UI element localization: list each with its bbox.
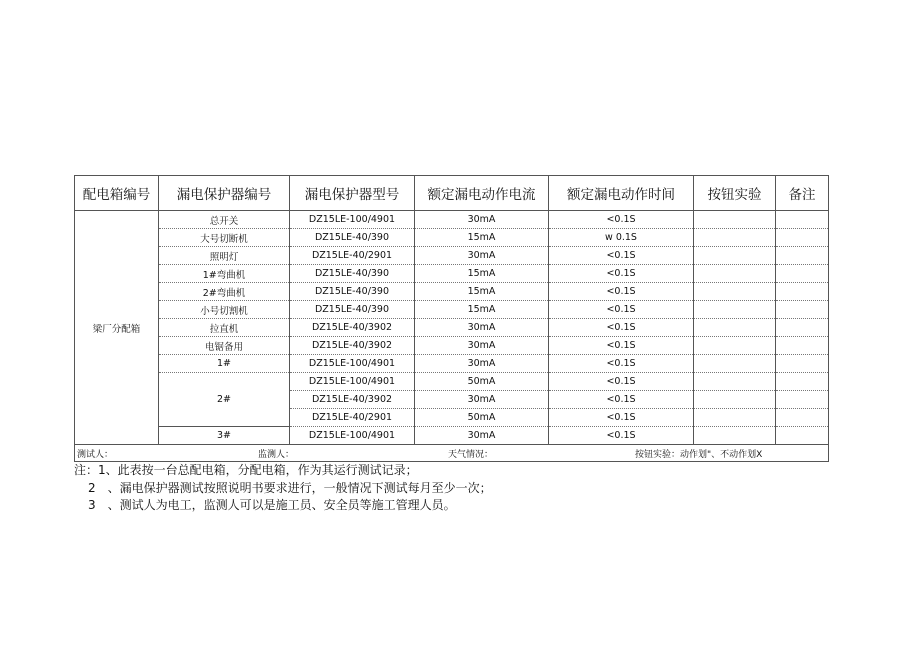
button-test-cell[interactable] bbox=[694, 265, 776, 283]
time-cell: <0.1S bbox=[549, 211, 694, 229]
table-row bbox=[75, 373, 829, 391]
table-row bbox=[75, 265, 829, 283]
time-cell: <0.1S bbox=[549, 373, 694, 391]
button-test-cell[interactable] bbox=[694, 211, 776, 229]
time-cell: <0.1S bbox=[549, 283, 694, 301]
device-cell: 小号切割机 bbox=[159, 301, 290, 319]
table-row bbox=[75, 319, 829, 337]
device-cell: 照明灯 bbox=[159, 247, 290, 265]
signoff-row bbox=[75, 445, 829, 462]
current-cell: 30mA bbox=[415, 211, 549, 229]
current-cell: 15mA bbox=[415, 283, 549, 301]
current-cell: 15mA bbox=[415, 301, 549, 319]
remarks-cell[interactable] bbox=[776, 373, 829, 391]
button-test-cell[interactable] bbox=[694, 391, 776, 409]
remarks-cell[interactable] bbox=[776, 265, 829, 283]
device-cell: 大号切断机 bbox=[159, 229, 290, 247]
note-3: 3 、测试人为电工，监测人可以是施工员、安全员等施工管理人员。 bbox=[88, 498, 456, 512]
button-test-cell[interactable] bbox=[694, 427, 776, 445]
time-cell: <0.1S bbox=[549, 319, 694, 337]
leakage-protector-test-table bbox=[74, 175, 829, 462]
current-cell: 30mA bbox=[415, 391, 549, 409]
header-button-test: 按钮实验 bbox=[694, 176, 776, 211]
device-cell: 3# bbox=[159, 427, 290, 445]
header-protector-model: 漏电保护器型号 bbox=[290, 176, 415, 211]
button-test-cell[interactable] bbox=[694, 373, 776, 391]
device-cell: 1# bbox=[159, 355, 290, 373]
current-cell: 15mA bbox=[415, 229, 549, 247]
device-cell: 1#弯曲机 bbox=[159, 265, 290, 283]
time-cell: <0.1S bbox=[549, 247, 694, 265]
time-cell: <0.1S bbox=[549, 337, 694, 355]
leakage-protector-test-table-container bbox=[74, 175, 828, 462]
remarks-cell[interactable] bbox=[776, 229, 829, 247]
model-cell: DZ15LE-40/390 bbox=[290, 229, 415, 247]
device-cell: 2#弯曲机 bbox=[159, 283, 290, 301]
device-cell: 2# bbox=[159, 373, 290, 427]
table-row bbox=[75, 427, 829, 445]
table-row bbox=[75, 211, 829, 229]
button-test-cell[interactable] bbox=[694, 283, 776, 301]
model-cell: DZ15LE-100/4901 bbox=[290, 373, 415, 391]
signoff-cell bbox=[75, 445, 829, 462]
current-cell: 50mA bbox=[415, 409, 549, 427]
supervisor-label: 监测人： bbox=[258, 450, 295, 460]
header-box-number: 配电箱编号 bbox=[75, 176, 159, 211]
table-row bbox=[75, 337, 829, 355]
table-row bbox=[75, 247, 829, 265]
time-cell: <0.1S bbox=[549, 427, 694, 445]
header-remarks: 备注 bbox=[776, 176, 829, 211]
current-cell: 30mA bbox=[415, 319, 549, 337]
table-row bbox=[75, 301, 829, 319]
time-cell: <0.1S bbox=[549, 409, 694, 427]
current-cell: 30mA bbox=[415, 355, 549, 373]
time-cell: <0.1S bbox=[549, 355, 694, 373]
time-cell: w 0.1S bbox=[549, 229, 694, 247]
time-cell: <0.1S bbox=[549, 301, 694, 319]
model-cell: DZ15LE-100/4901 bbox=[290, 355, 415, 373]
table-row bbox=[75, 283, 829, 301]
header-rated-current: 额定漏电动作电流 bbox=[415, 176, 549, 211]
remarks-cell[interactable] bbox=[776, 211, 829, 229]
button-test-cell[interactable] bbox=[694, 319, 776, 337]
note-1: 注：1、此表按一台总配电箱，分配电箱，作为其运行测试记录； bbox=[74, 463, 418, 477]
current-cell: 15mA bbox=[415, 265, 549, 283]
weather-label: 天气情况： bbox=[448, 450, 494, 460]
note-2: 2 、漏电保护器测试按照说明书要求进行，一般情况下测试每月至少一次； bbox=[88, 480, 492, 495]
model-cell: DZ15LE-40/3902 bbox=[290, 337, 415, 355]
button-test-cell[interactable] bbox=[694, 229, 776, 247]
notes-section bbox=[74, 462, 492, 515]
box-name-cell: 梁厂分配箱 bbox=[75, 211, 159, 445]
remarks-cell[interactable] bbox=[776, 301, 829, 319]
tester-label: 测试人： bbox=[77, 450, 114, 460]
header-row bbox=[75, 176, 829, 211]
model-cell: DZ15LE-40/3902 bbox=[290, 391, 415, 409]
remarks-cell[interactable] bbox=[776, 409, 829, 427]
model-cell: DZ15LE-40/390 bbox=[290, 301, 415, 319]
model-cell: DZ15LE-100/4901 bbox=[290, 211, 415, 229]
model-cell: DZ15LE-40/390 bbox=[290, 265, 415, 283]
button-test-cell[interactable] bbox=[694, 337, 776, 355]
header-rated-time: 额定漏电动作时间 bbox=[549, 176, 694, 211]
current-cell: 50mA bbox=[415, 373, 549, 391]
model-cell: DZ15LE-40/3902 bbox=[290, 319, 415, 337]
remarks-cell[interactable] bbox=[776, 283, 829, 301]
remarks-cell[interactable] bbox=[776, 355, 829, 373]
header-protector-number: 漏电保护器编号 bbox=[159, 176, 290, 211]
device-cell: 电锯备用 bbox=[159, 337, 290, 355]
remarks-cell[interactable] bbox=[776, 319, 829, 337]
current-cell: 30mA bbox=[415, 247, 549, 265]
current-cell: 30mA bbox=[415, 337, 549, 355]
time-cell: <0.1S bbox=[549, 265, 694, 283]
model-cell: DZ15LE-40/2901 bbox=[290, 247, 415, 265]
remarks-cell[interactable] bbox=[776, 391, 829, 409]
remarks-cell[interactable] bbox=[776, 337, 829, 355]
remarks-cell[interactable] bbox=[776, 427, 829, 445]
button-test-legend: 按钮实验：动作划"、不动作划X bbox=[635, 450, 763, 460]
device-cell: 总开关 bbox=[159, 211, 290, 229]
button-test-cell[interactable] bbox=[694, 355, 776, 373]
current-cell: 30mA bbox=[415, 427, 549, 445]
time-cell: <0.1S bbox=[549, 391, 694, 409]
remarks-cell[interactable] bbox=[776, 247, 829, 265]
table-row bbox=[75, 229, 829, 247]
table-row bbox=[75, 355, 829, 373]
model-cell: DZ15LE-100/4901 bbox=[290, 427, 415, 445]
model-cell: DZ15LE-40/390 bbox=[290, 283, 415, 301]
signoff-line bbox=[75, 445, 828, 461]
model-cell: DZ15LE-40/2901 bbox=[290, 409, 415, 427]
button-test-cell[interactable] bbox=[694, 301, 776, 319]
device-cell: 拉直机 bbox=[159, 319, 290, 337]
button-test-cell[interactable] bbox=[694, 247, 776, 265]
button-test-cell[interactable] bbox=[694, 409, 776, 427]
